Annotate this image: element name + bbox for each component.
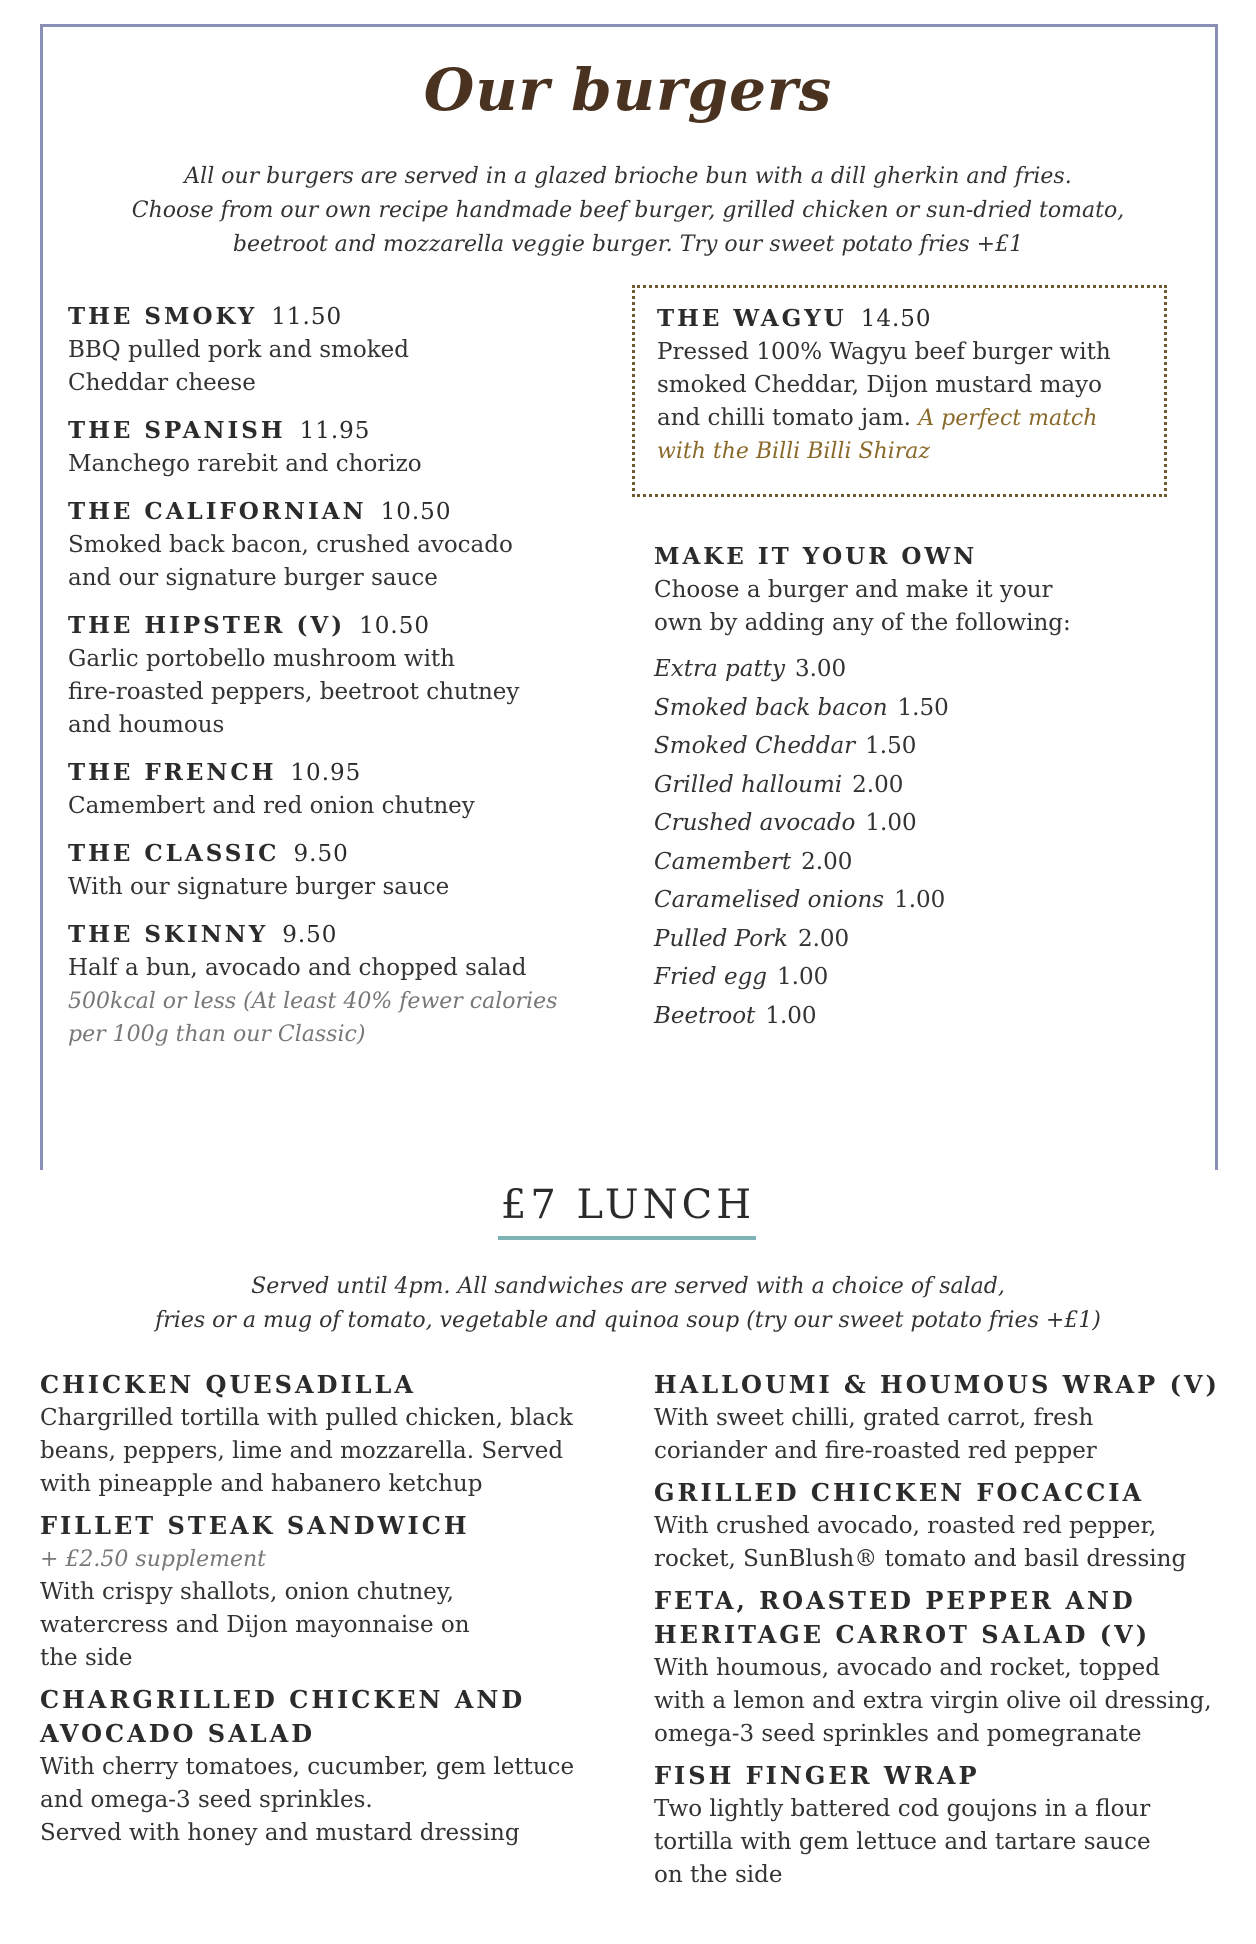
addon-name: Crushed avocado [654,810,856,836]
make-it-your-own-section [654,540,1194,1035]
burgers-left-column [68,300,608,1065]
item-note: per 100g than our Classic) [68,1022,366,1047]
item-desc: and our signature burger sauce [68,565,438,591]
item-desc: With sweet chilli, grated carrot, fresh [654,1405,1094,1431]
menu-item-french [68,756,608,823]
lunch-intro-line: fries or a mug of tomato, vegetable and quinoa soup (try our sweet potato fries +£1) [155,1308,1101,1333]
wine-pairing-note: with the Billi Billi Shiraz [657,439,931,464]
addon-item [654,958,1194,997]
item-name: HALLOUMI & HOUMOUS WRAP (V) [654,1370,1220,1399]
item-desc: Smoked back bacon, crushed avocado [68,532,513,558]
addon-price: 1.50 [897,694,949,721]
item-name: THE WAGYU [657,305,847,332]
menu-item-fillet-steak-sandwich [40,1509,620,1675]
addon-item [654,689,1194,728]
addon-price: 2.00 [852,771,904,798]
item-desc: tortilla with gem lettuce and tartare sauce [654,1829,1151,1855]
addon-price: 2.00 [797,925,850,952]
item-supplement: + £2.50 supplement [40,1547,266,1572]
item-name: CHICKEN QUESADILLA [40,1370,417,1399]
item-desc: Manchego rarebit and chorizo [68,451,422,477]
item-desc: and houmous [68,712,225,738]
addon-price: 1.00 [865,810,917,836]
item-desc: fire-roasted peppers, beetroot chutney [68,679,520,705]
item-desc: with a lemon and extra virgin olive oil dressing, [654,1688,1212,1714]
item-desc: Two lightly battered cod goujons in a flour [654,1796,1151,1822]
make-it-your-own-desc: own by adding any of the following: [654,610,1071,636]
menu-item-skinny [68,918,608,1051]
make-it-your-own-desc: Choose a burger and make it your [654,577,1053,603]
item-name: FETA, ROASTED PEPPER AND [654,1586,1136,1615]
item-desc: rocket, SunBlush® tomato and basil dressing [654,1546,1187,1572]
menu-item-chicken-avocado-salad [40,1683,620,1850]
addon-price: 3.00 [794,656,847,682]
addon-item [654,727,1194,766]
addon-price: 1.00 [894,887,946,913]
lunch-intro [80,1270,1176,1338]
burgers-intro [80,160,1176,262]
item-name: THE SKINNY [68,921,269,948]
menu-item-halloumi-wrap [654,1368,1234,1468]
item-name: THE SMOKY [68,303,258,330]
item-desc: smoked Cheddar, Dijon mustard mayo [657,372,1102,398]
item-desc: Cheddar cheese [68,370,256,396]
lunch-right-column [654,1368,1234,1900]
burgers-intro-line: All our burgers are served in a glazed brioche bun with a dill gherkin and fries. [184,164,1072,189]
item-name: AVOCADO SALAD [40,1719,316,1748]
addon-name: Smoked Cheddar [654,733,856,759]
addon-item [654,650,1194,689]
item-name: THE SPANISH [68,417,286,444]
menu-item-californian [68,495,608,595]
item-desc: Camembert and red onion chutney [68,793,475,819]
item-desc: coriander and fire-roasted red pepper [654,1438,1097,1464]
item-desc: With houmous, avocado and rocket, topped [654,1655,1160,1681]
item-desc: Half a bun, avocado and chopped salad [68,955,527,981]
addon-item [654,997,1194,1036]
menu-item-spanish [68,414,608,481]
item-price: 11.50 [271,304,343,330]
item-note: 500kcal or less (At least 40% fewer calories [68,989,558,1014]
lunch-left-column [40,1368,620,1858]
item-name: THE HIPSTER (V) [68,612,346,639]
item-price: 11.95 [299,418,371,444]
lunch-intro-line: Served until 4pm. All sandwiches are served with a choice of salad, [251,1274,1005,1299]
wagyu-feature-box [632,285,1167,497]
wine-pairing-note: A perfect match [918,406,1098,431]
item-desc: With crushed avocado, roasted red pepper, [654,1513,1157,1539]
addon-item [654,804,1194,843]
addon-name: Camembert [654,848,792,875]
addon-item [654,881,1194,920]
addon-price: 1.50 [865,733,917,759]
lunch-title-underline [498,1236,756,1240]
menu-item-fish-finger-wrap [654,1759,1234,1892]
item-desc: Served with honey and mustard dressing [40,1820,520,1846]
burgers-intro-line: beetroot and mozzarella veggie burger. Try our sweet potato fries +£1 [232,232,1024,257]
addon-name: Pulled Pork [654,925,788,952]
addon-item [654,920,1194,959]
item-desc: With cherry tomatoes, cucumber, gem lettuce [40,1754,575,1780]
addon-item [654,766,1194,805]
item-price: 14.50 [860,306,932,332]
item-desc: on the side [654,1862,783,1888]
item-name: THE FRENCH [68,759,277,786]
item-desc: and chilli tomato jam. [657,405,911,431]
item-desc: With our signature burger sauce [68,874,450,900]
item-name: FILLET STEAK SANDWICH [40,1511,470,1540]
item-desc: Pressed 100% Wagyu beef burger with [657,339,1111,365]
addon-price: 2.00 [801,848,853,875]
item-name: THE CLASSIC [68,840,280,867]
item-desc: with pineapple and habanero ketchup [40,1471,483,1497]
make-it-your-own-title: MAKE IT YOUR OWN [654,543,978,570]
addon-name: Grilled halloumi [654,771,843,798]
addon-name: Smoked back bacon [654,694,888,721]
item-desc: With crispy shallots, onion chutney, [40,1579,454,1605]
item-price: 10.95 [290,760,362,786]
item-name: CHARGRILLED CHICKEN AND [40,1685,526,1714]
item-desc: BBQ pulled pork and smoked [68,337,409,363]
item-desc: Garlic portobello mushroom with [68,646,455,672]
addon-price: 1.00 [765,1002,817,1029]
item-price: 10.50 [359,613,431,639]
addon-item [654,843,1194,882]
burgers-title: Our burgers [423,56,833,124]
addon-name: Caramelised onions [654,887,885,913]
item-desc: the side [40,1645,133,1671]
menu-item-grilled-chicken-focaccia [654,1476,1234,1576]
item-desc: beans, peppers, lime and mozzarella. Served [40,1438,564,1464]
item-price: 10.50 [380,499,452,525]
addon-name: Fried egg [654,964,768,990]
menu-item-feta-carrot-salad [654,1584,1234,1751]
item-desc: Chargrilled tortilla with pulled chicken, black [40,1405,573,1431]
menu-item-hipster [68,609,608,742]
item-name: FISH FINGER WRAP [654,1761,980,1790]
burgers-intro-line: Choose from our own recipe handmade beef burger, grilled chicken or sun-dried tomato, [131,198,1125,223]
item-name: THE CALIFORNIAN [68,498,367,525]
item-desc-with-pairing [657,402,1142,435]
addon-price: 1.00 [777,964,829,990]
menu-item-smoky [68,300,608,400]
item-desc: and omega-3 seed sprinkles. [40,1787,373,1813]
lunch-title: £7 LUNCH [500,1182,756,1228]
item-desc: watercress and Dijon mayonnaise on [40,1612,470,1638]
item-name: GRILLED CHICKEN FOCACCIA [654,1478,1145,1507]
addon-name: Extra patty [654,656,785,682]
menu-item-classic [68,837,608,904]
item-desc: omega-3 seed sprinkles and pomegranate [654,1721,1142,1747]
item-name: HERITAGE CARROT SALAD (V) [654,1620,1151,1649]
addon-name: Beetroot [654,1002,756,1029]
menu-item-chicken-quesadilla [40,1368,620,1501]
item-price: 9.50 [282,922,338,948]
item-price: 9.50 [293,841,349,867]
